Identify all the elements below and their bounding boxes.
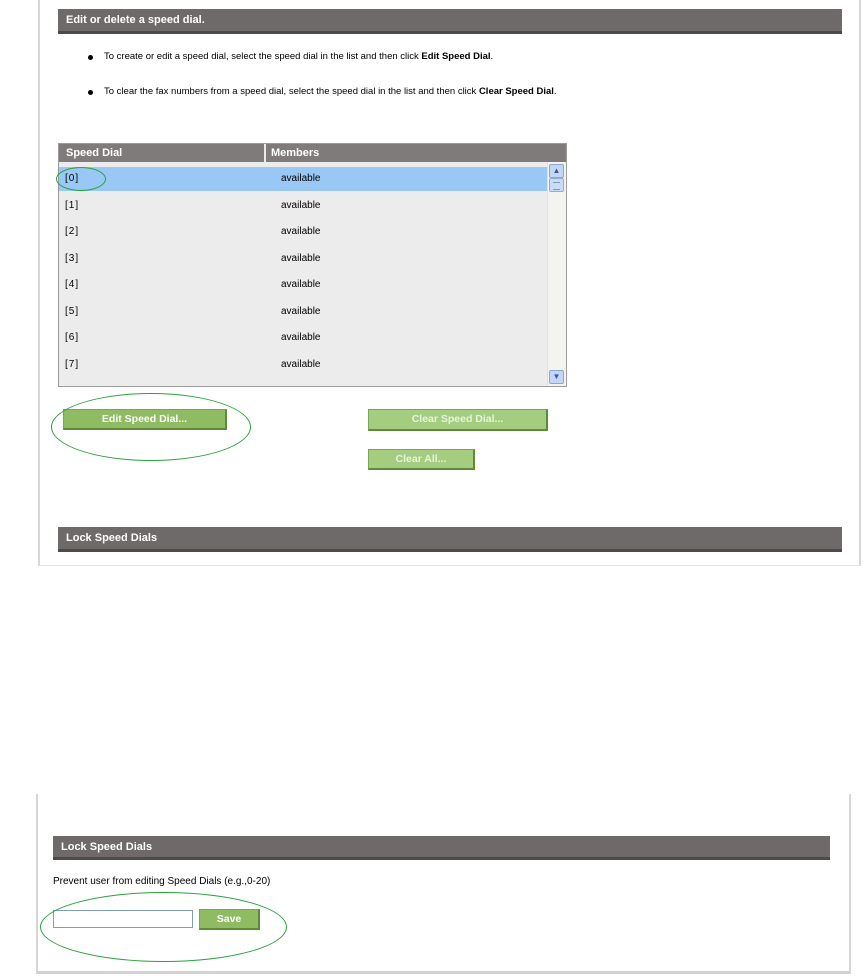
speed-dial-members: available: [281, 173, 321, 184]
lock-section-header: [58, 527, 842, 552]
scroll-up-button[interactable]: [549, 164, 564, 178]
clear-all-button[interactable]: Clear All...: [368, 449, 475, 470]
speed-dial-members: available: [281, 306, 321, 317]
speed-dial-id: [7]: [65, 359, 80, 370]
save-button[interactable]: Save: [199, 909, 260, 930]
speed-dial-row[interactable]: [59, 300, 547, 324]
edit-section-title: Edit or delete a speed dial.: [66, 14, 205, 26]
speed-dial-row[interactable]: [59, 273, 547, 297]
column-divider: [264, 144, 266, 162]
instruction-item: To create or edit a speed dial, select the speed dial in the list and then click Edit Speed Dial.: [88, 50, 557, 85]
speed-dial-id: [4]: [65, 279, 80, 290]
listbox-header: [59, 144, 566, 162]
listbox-scrollbar[interactable]: [547, 162, 566, 386]
lock-range-input[interactable]: [53, 910, 193, 928]
speed-dial-row[interactable]: [59, 247, 547, 271]
speed-dial-members: available: [281, 332, 321, 343]
speed-dial-row[interactable]: [59, 167, 547, 191]
clear-speed-dial-button[interactable]: Clear Speed Dial...: [368, 409, 548, 431]
column-header-members: Members: [271, 147, 320, 159]
speed-dial-members: available: [281, 200, 321, 211]
lock-section-title: Lock Speed Dials: [66, 532, 158, 544]
scroll-thumb[interactable]: [549, 178, 564, 192]
instructions-list: [88, 50, 557, 120]
chevron-up-icon: ▲: [552, 166, 561, 175]
speed-dial-id: [0]: [65, 173, 80, 184]
speed-dial-row[interactable]: [59, 220, 547, 244]
speed-dial-id: [5]: [65, 306, 80, 317]
edit-section-header: [58, 9, 842, 34]
column-header-speed-dial: Speed Dial: [66, 147, 123, 159]
speed-dial-row[interactable]: [59, 326, 547, 350]
speed-dial-members: available: [281, 226, 321, 237]
speed-dial-id: [1]: [65, 200, 80, 211]
lock-section-title-detail: Lock Speed Dials: [61, 841, 153, 853]
speed-dial-members: available: [281, 253, 321, 264]
speed-dial-members: available: [281, 359, 321, 370]
chevron-down-icon: ▼: [552, 372, 561, 381]
speed-dial-members: available: [281, 279, 321, 290]
lock-section-header-detail: [53, 836, 830, 860]
speed-dial-row[interactable]: [59, 194, 547, 218]
speed-dial-id: [2]: [65, 226, 80, 237]
speed-dial-id: [6]: [65, 332, 80, 343]
prevent-editing-label: Prevent user from editing Speed Dials (e.g.,0-20): [53, 876, 271, 887]
speed-dial-row[interactable]: [59, 353, 547, 377]
scroll-down-button[interactable]: [549, 370, 564, 384]
instruction-item: To clear the fax numbers from a speed dial, select the speed dial in the list and then click Clear Speed Dial.: [88, 85, 557, 120]
edit-speed-dial-button[interactable]: Edit Speed Dial...: [63, 409, 227, 430]
speed-dial-listbox[interactable]: [58, 143, 567, 387]
speed-dial-id: [3]: [65, 253, 80, 264]
